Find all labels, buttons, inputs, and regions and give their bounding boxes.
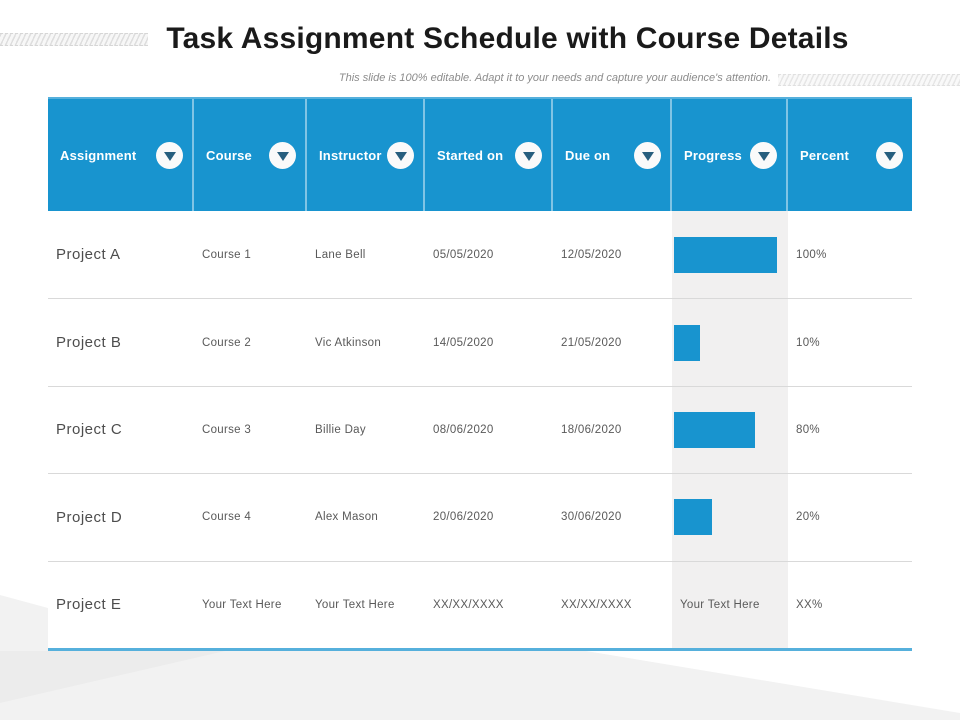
column-header-label: Progress <box>684 147 742 163</box>
filter-dropdown-icon[interactable] <box>387 142 414 169</box>
started-on-cell: 20/06/2020 <box>433 511 494 524</box>
course-cell: Course 2 <box>202 336 252 349</box>
table-body <box>48 211 912 648</box>
slide-subtitle: This slide is 100% editable. Adapt it to your needs and capture your audience's attention. <box>338 72 772 84</box>
column-header-percent <box>788 99 912 211</box>
progress-cell <box>672 325 788 361</box>
column-header-assignment <box>48 99 194 211</box>
table-row-project-b <box>48 298 912 385</box>
column-header-label: Percent <box>800 147 850 163</box>
percent-cell: 10% <box>796 336 820 349</box>
instructor-cell: Your Text Here <box>315 598 395 611</box>
triangle-down-icon <box>642 152 654 161</box>
percent-cell: 100% <box>796 248 827 261</box>
table-bottom-accent-line <box>48 648 912 651</box>
started-on-cell: 14/05/2020 <box>433 336 494 349</box>
filter-dropdown-icon[interactable] <box>876 142 903 169</box>
due-on-cell: 18/06/2020 <box>561 423 622 436</box>
course-cell: Course 4 <box>202 511 252 524</box>
progress-cell <box>672 412 788 448</box>
assignment-cell: Project D <box>56 508 123 526</box>
started-on-cell: 08/06/2020 <box>433 423 494 436</box>
triangle-down-icon <box>395 152 407 161</box>
progress-cell: Your Text Here <box>680 598 760 611</box>
instructor-cell: Billie Day <box>315 423 366 436</box>
filter-dropdown-icon[interactable] <box>634 142 661 169</box>
column-header-label: Due on <box>565 147 611 163</box>
percent-cell: 80% <box>796 423 820 436</box>
progress-cell <box>672 499 788 535</box>
instructor-cell: Vic Atkinson <box>315 336 382 349</box>
slide-title: Task Assignment Schedule with Course Details <box>166 22 849 55</box>
filter-dropdown-icon[interactable] <box>156 142 183 169</box>
column-header-label: Started on <box>437 147 504 163</box>
schedule-table <box>48 97 912 651</box>
column-header-instructor <box>307 99 425 211</box>
assignment-cell: Project B <box>56 334 122 352</box>
due-on-cell: XX/XX/XXXX <box>561 598 632 611</box>
column-header-course <box>194 99 307 211</box>
due-on-cell: 12/05/2020 <box>561 248 622 261</box>
progress-cell <box>672 237 788 273</box>
column-header-label: Course <box>206 147 252 163</box>
progress-bar <box>674 237 777 273</box>
assignment-cell: Project C <box>56 421 123 439</box>
course-cell: Course 1 <box>202 248 252 261</box>
progress-bar <box>674 412 755 448</box>
filter-dropdown-icon[interactable] <box>515 142 542 169</box>
column-header-progress <box>672 99 788 211</box>
triangle-down-icon <box>758 152 770 161</box>
triangle-down-icon <box>523 152 535 161</box>
due-on-cell: 21/05/2020 <box>561 336 622 349</box>
started-on-cell: XX/XX/XXXX <box>433 598 504 611</box>
triangle-down-icon <box>884 152 896 161</box>
table-row-project-e <box>48 561 912 648</box>
triangle-down-icon <box>277 152 289 161</box>
table-row-project-a <box>48 211 912 298</box>
instructor-cell: Lane Bell <box>315 248 366 261</box>
column-header-due-on <box>553 99 672 211</box>
assignment-cell: Project A <box>56 246 121 264</box>
filter-dropdown-icon[interactable] <box>750 142 777 169</box>
course-cell: Course 3 <box>202 423 252 436</box>
filter-dropdown-icon[interactable] <box>269 142 296 169</box>
table-row-project-d <box>48 473 912 560</box>
instructor-cell: Alex Mason <box>315 511 379 524</box>
triangle-down-icon <box>164 152 176 161</box>
due-on-cell: 30/06/2020 <box>561 511 622 524</box>
table-row-project-c <box>48 386 912 473</box>
progress-bar <box>674 499 712 535</box>
course-cell: Your Text Here <box>202 598 282 611</box>
percent-cell: XX% <box>796 598 823 611</box>
column-header-label: Assignment <box>60 147 137 163</box>
progress-bar <box>674 325 700 361</box>
percent-cell: 20% <box>796 511 820 524</box>
column-header-label: Instructor <box>319 147 382 163</box>
table-header-row <box>48 97 912 211</box>
started-on-cell: 05/05/2020 <box>433 248 494 261</box>
assignment-cell: Project E <box>56 596 122 614</box>
column-header-started-on <box>425 99 553 211</box>
